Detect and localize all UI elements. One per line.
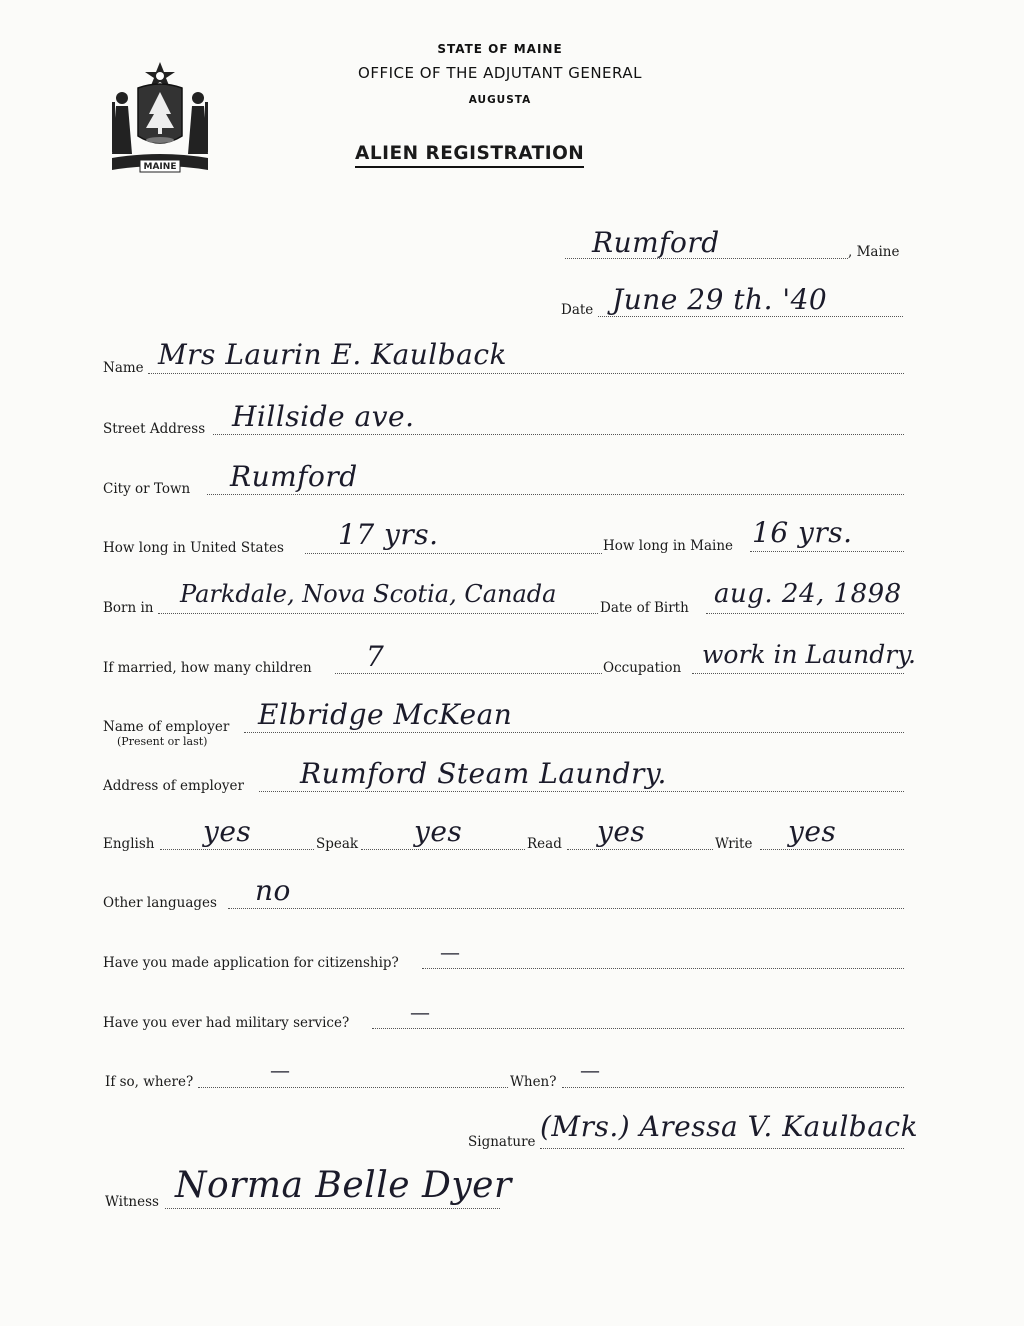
street-value: Hillside ave.	[232, 400, 415, 433]
place-suffix: , Maine	[848, 244, 900, 260]
where-label: If so, where?	[105, 1074, 194, 1090]
witness-value: Norma Belle Dyer	[175, 1165, 512, 1206]
write-label: Write	[715, 836, 753, 852]
signature-label: Signature	[468, 1134, 536, 1150]
when-label: When?	[510, 1074, 557, 1090]
write-line	[760, 849, 904, 850]
employer-sublabel: (Present or last)	[117, 735, 208, 748]
other-languages-value: no	[255, 874, 291, 907]
english-line	[160, 849, 314, 850]
us-years-label: How long in United States	[103, 540, 284, 556]
where-line	[198, 1087, 508, 1088]
english-value: yes	[203, 815, 252, 848]
speak-line	[361, 849, 525, 850]
military-line	[372, 1028, 904, 1029]
maine-years-line	[750, 551, 904, 552]
other-languages-line	[228, 908, 904, 909]
state-seal	[104, 58, 216, 180]
employer-address-label: Address of employer	[103, 778, 244, 794]
witness-line	[165, 1208, 500, 1209]
occupation-line	[692, 673, 904, 674]
name-label: Name	[103, 360, 144, 376]
header-state: STATE OF MAINE	[437, 42, 563, 56]
employer-address-line	[259, 791, 904, 792]
header-office: OFFICE OF THE ADJUTANT GENERAL	[358, 64, 642, 82]
born-line	[158, 613, 598, 614]
citizenship-value: —	[440, 940, 461, 964]
us-years-value: 17 yrs.	[338, 518, 439, 551]
city-value: Rumford	[230, 460, 358, 493]
occupation-value: work in Laundry.	[702, 640, 916, 669]
occupation-label: Occupation	[603, 660, 682, 676]
born-label: Born in	[103, 600, 154, 616]
place-value: Rumford	[592, 226, 720, 259]
form-title: ALIEN REGISTRATION	[355, 143, 584, 168]
dob-line	[706, 613, 904, 614]
children-value: 7	[366, 640, 385, 673]
write-value: yes	[788, 815, 837, 848]
employer-address-value: Rumford Steam Laundry.	[300, 757, 667, 790]
citizenship-label: Have you made application for citizenship?	[103, 955, 399, 971]
city-line	[207, 494, 904, 495]
english-label: English	[103, 836, 155, 852]
street-label: Street Address	[103, 421, 206, 437]
date-value: June 29 th. '40	[612, 283, 828, 316]
us-years-line	[305, 553, 602, 554]
maine-years-label: How long in Maine	[603, 538, 733, 554]
when-line	[562, 1087, 904, 1088]
street-line	[213, 434, 904, 435]
signature-value: (Mrs.) Aressa V. Kaulback	[540, 1110, 919, 1143]
where-value: —	[270, 1058, 291, 1082]
military-label: Have you ever had military service?	[103, 1015, 350, 1031]
seal-motto: MAINE	[143, 162, 177, 172]
date-label: Date	[561, 302, 594, 318]
military-value: —	[410, 1000, 431, 1024]
employer-label: Name of employer	[103, 719, 230, 735]
dob-label: Date of Birth	[600, 600, 689, 616]
city-label: City or Town	[103, 481, 191, 497]
signature-line	[540, 1148, 904, 1149]
employer-line	[244, 732, 904, 733]
citizenship-line	[422, 968, 904, 969]
name-line	[148, 373, 904, 374]
name-value: Mrs Laurin E. Kaulback	[158, 338, 508, 371]
employer-value: Elbridge McKean	[258, 698, 513, 731]
witness-label: Witness	[105, 1194, 159, 1210]
other-languages-label: Other languages	[103, 895, 217, 911]
when-value: —	[580, 1058, 601, 1082]
maine-seal-image	[104, 58, 216, 180]
maine-years-value: 16 yrs.	[752, 516, 853, 549]
read-line	[567, 849, 713, 850]
speak-value: yes	[414, 815, 463, 848]
read-label: Read	[527, 836, 562, 852]
born-value: Parkdale, Nova Scotia, Canada	[180, 580, 557, 608]
children-line	[335, 673, 602, 674]
dob-value: aug. 24, 1898	[714, 579, 902, 609]
header-city: AUGUSTA	[468, 94, 532, 106]
children-label: If married, how many children	[103, 660, 312, 676]
date-line	[598, 316, 903, 317]
read-value: yes	[597, 815, 646, 848]
speak-label: Speak	[316, 836, 359, 852]
